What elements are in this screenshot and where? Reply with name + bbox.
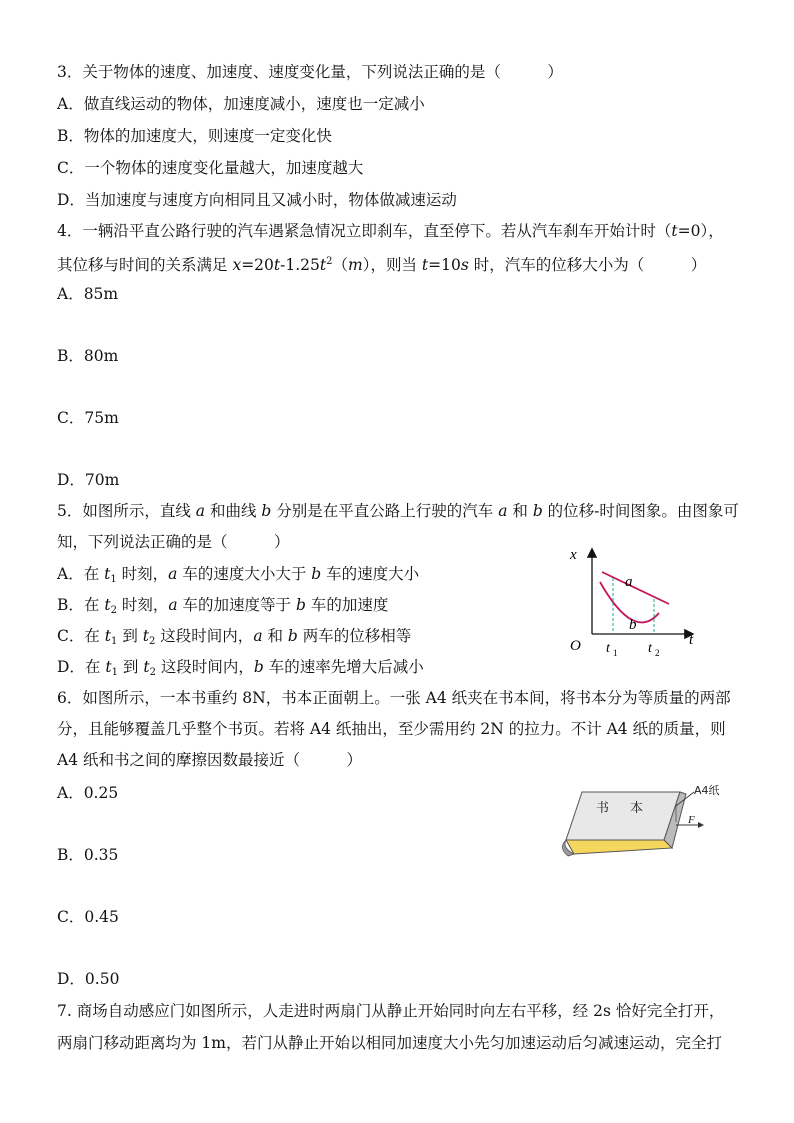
q4-stem-line1: 4．一辆沿平直公路行驶的汽车遇紧急情况立即刹车，直至停下。若从汽车刹车开始计时（t=0），: [57, 222, 724, 240]
force-arrow-head: [698, 822, 704, 828]
book-pages: [566, 840, 672, 854]
q5-xt-graph: [562, 540, 702, 660]
q5-stem-line2: 知，下列说法正确的是（ ）: [57, 533, 290, 551]
book-char-shu: 书: [596, 801, 610, 816]
q4-option-a: A．85m: [57, 285, 119, 303]
x-axis-label: x: [570, 547, 577, 563]
q7-stem-line1: 7. 商场自动感应门如图所示，人走进时两扇门从静止开始同时向左右平移，经 2s 恰好完全打开，: [57, 1002, 725, 1020]
q3-option-d: D．当加速度与速度方向相同且又减小时，物体做减速运动: [57, 191, 457, 209]
a4-paper-label: A4纸: [694, 784, 720, 797]
t2-subscript: 2: [655, 648, 660, 658]
q3-option-a: A．做直线运动的物体，加速度减小，速度也一定减小: [57, 95, 425, 113]
q6-stem-line1: 6．如图所示，一本书重约 8N，书本正面朝上。一张 A4 纸夹在书本间，将书本分为等质量的两部: [57, 689, 731, 707]
t1-subscript: 1: [613, 648, 618, 658]
q3-option-c: C．一个物体的速度变化量越大，加速度越大: [57, 159, 364, 177]
q6-option-b: B．0.35: [57, 846, 119, 864]
origin-label: O: [570, 638, 581, 654]
q4-stem-line2: 其位移与时间的关系满足 $x=20t-1.25t^2(m)$，则当 t=10s 时，汽车的位移大小为（ ）: [57, 256, 707, 274]
q5-option-c: C．在 $t_1$ 到 $t_2$ 这段时间内，a 和 b 两车的位移相等: [57, 627, 412, 647]
label-b: b: [629, 617, 637, 633]
book-char-ben: 本: [630, 801, 644, 816]
q6-option-c: C．0.45: [57, 908, 119, 926]
q6-stem-line2: 分，且能够覆盖几乎整个书页。若将 A4 纸抽出，至少需用约 2N 的拉力。不计 A4 纸的质量，则: [57, 720, 726, 738]
q6-book-figure: [560, 778, 740, 864]
q5-option-d: D．在 $t_1$ 到 $t_2$ 这段时间内，b 车的速率先增大后减小: [57, 658, 424, 678]
t-axis-label: t: [689, 632, 694, 648]
force-label: F: [688, 814, 695, 826]
q4-option-b: B．80m: [57, 347, 119, 365]
q3-stem: 3．关于物体的速度、加速度、速度变化量，下列说法正确的是（ ）: [57, 63, 563, 81]
q5-stem-line1: 5．如图所示，直线 a 和曲线 b 分别是在平直公路上行驶的汽车 a 和 b 的位移-时间图象。由图象可: [57, 502, 739, 520]
q4-option-c: C．75m: [57, 409, 119, 427]
q6-option-d: D．0.50: [57, 970, 120, 988]
q3-option-b: B．物体的加速度大，则速度一定变化快: [57, 127, 332, 145]
q7-stem-line2: 两扇门移动距离均为 1m，若门从静止开始以相同加速度大小先匀加速运动后匀减速运动，完全打: [57, 1034, 722, 1052]
label-a: a: [625, 574, 633, 590]
q6-option-a: A．0.25: [57, 784, 119, 802]
q5-option-b: B．在 $t_2$ 时刻，a 车的加速度等于 b 车的加速度: [57, 596, 389, 616]
q4-option-d: D．70m: [57, 471, 120, 489]
line-a: [602, 572, 669, 604]
t1-label: t: [606, 641, 610, 656]
q6-stem-line3: A4 纸和书之间的摩擦因数最接近（ ）: [57, 751, 362, 769]
q5-option-a: A．在 $t_1$ 时刻，a 车的速度大小大于 b 车的速度大小: [57, 565, 420, 585]
book-cover: [566, 792, 680, 840]
t2-label: t: [648, 641, 652, 656]
